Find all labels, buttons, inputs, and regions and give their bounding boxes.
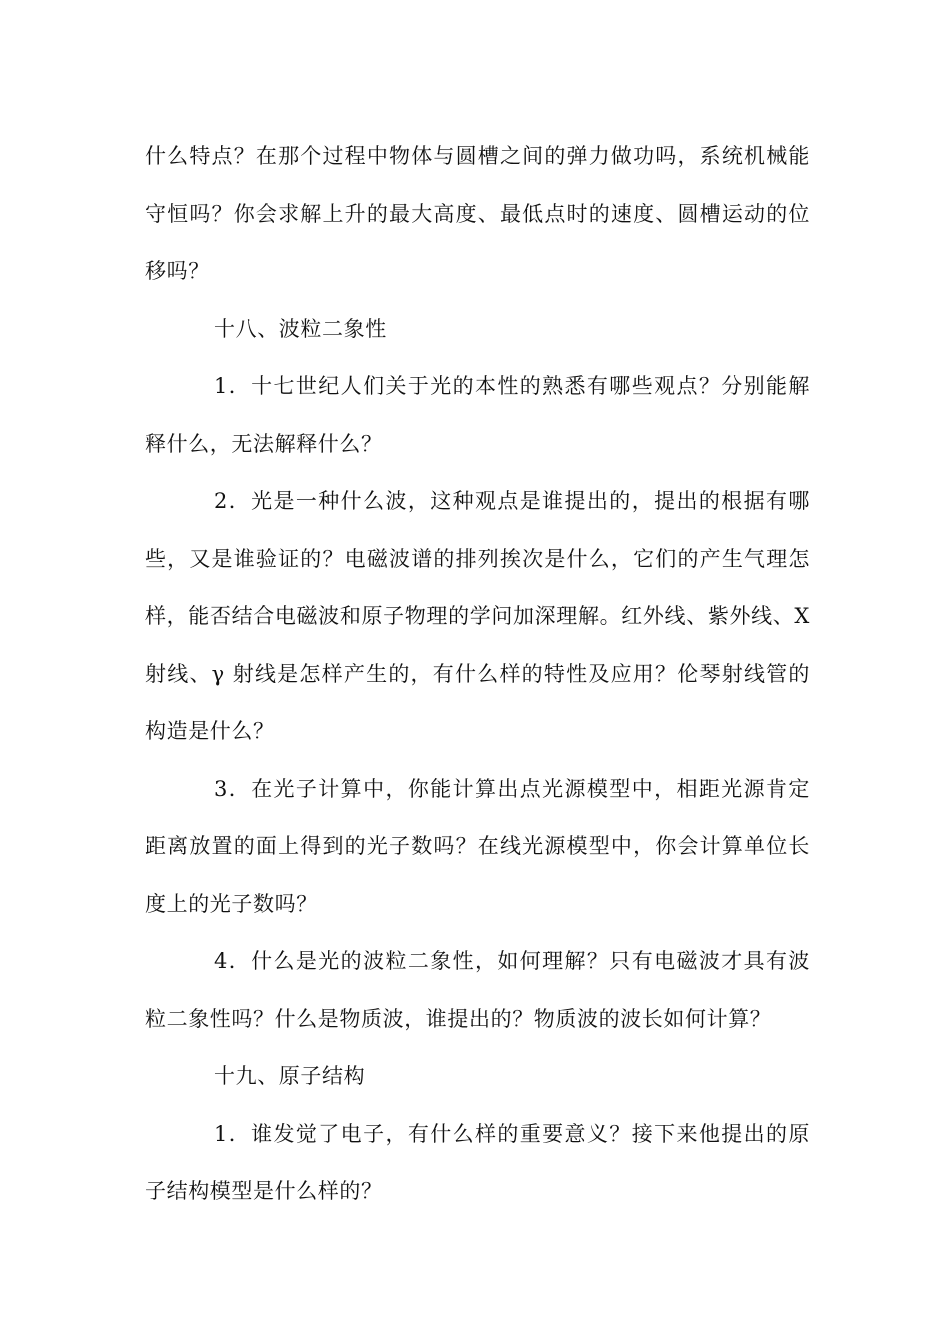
paragraph-continuation: 什么特点？在那个过程中物体与圆槽之间的弹力做功吗，系统机械能守恒吗？你会求解上升的最大高度、最低点时的速度、圆槽运动的位移吗？	[145, 144, 810, 283]
question-4-matter-waves: 4．什么是光的波粒二象性，如何理解？只有电磁波才具有波粒二象性吗？什么是物质波，谁提出的？物质波的波长如何计算？	[145, 949, 810, 1031]
question-2-electromagnetic-waves: 2．光是一种什么波，这种观点是谁提出的，提出的根据有哪些，又是谁验证的？电磁波谱的排列挨次是什么，它们的产生气理怎样，能否结合电磁波和原子物理的学问加深理解。红外线、紫外线、X射线、γ 射线是怎样产生的，有什么样的特性及应用？伦琴射线管的构造是什么？	[145, 489, 810, 743]
question-1-electron-discovery: 1．谁发觉了电子，有什么样的重要意义？接下来他提出的原子结构模型是什么样的？	[145, 1121, 810, 1203]
question-3-photon-calculation: 3．在光子计算中，你能计算出点光源模型中，相距光源肯定距离放置的面上得到的光子数吗？在线光源模型中，你会计算单位长度上的光子数吗？	[145, 776, 810, 916]
question-1-nature-of-light: 1．十七世纪人们关于光的本性的熟悉有哪些观点？分别能解释什么，无法解释什么？	[145, 374, 810, 456]
section-heading-atomic-structure: 十九、原子结构	[214, 1064, 366, 1088]
section-heading-wave-particle-duality: 十八、波粒二象性	[214, 316, 387, 341]
document-body	[145, 128, 810, 1221]
